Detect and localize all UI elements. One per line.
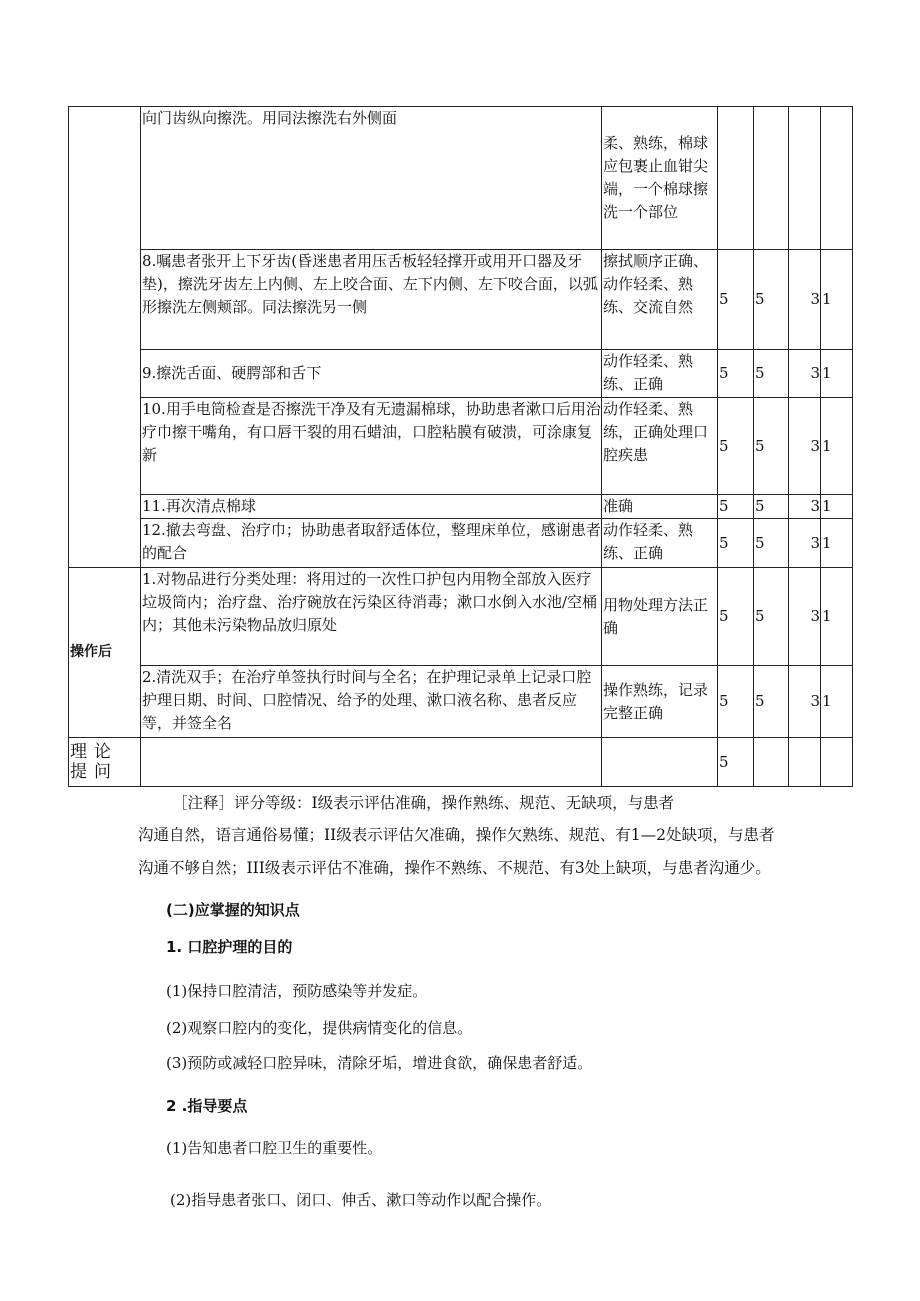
table-row — [69, 666, 853, 738]
score-cell: 1 — [821, 495, 853, 519]
score-cell: 1 — [821, 350, 853, 398]
score-cell: 1 — [821, 250, 853, 350]
score-cell: 3 — [789, 519, 821, 568]
step-cell: 11.再次清点棉球 — [141, 495, 602, 519]
standard-cell — [602, 738, 718, 787]
table-row — [69, 107, 853, 250]
score-cell: 5 — [718, 519, 754, 568]
stage-label-theory-questions: 理论提问 — [69, 738, 141, 787]
list-item: (2)观察口腔内的变化，提供病情变化的信息。 — [166, 1019, 473, 1037]
step-cell: 9.擦洗舌面、硬腭部和舌下 — [141, 350, 602, 398]
standard-cell: 准确 — [602, 495, 718, 519]
table-row — [69, 250, 853, 350]
table-row — [69, 495, 853, 519]
guidance-title: 2 .指导要点 — [166, 1097, 248, 1115]
score-cell: 3 — [789, 666, 821, 738]
score-cell: 3 — [789, 350, 821, 398]
step-cell: 12.撤去弯盘、治疗巾；协助患者取舒适体位，整理床单位，感谢患者的配合 — [141, 519, 602, 568]
score-cell: 5 — [754, 350, 789, 398]
purpose-title: 1. 口腔护理的目的 — [166, 938, 293, 956]
score-cell: 3 — [789, 398, 821, 495]
standard-cell: 柔、熟练，棉球应包裹止血钳尖端，一个棉球擦洗一个部位 — [602, 107, 718, 250]
list-item: (1)告知患者口腔卫生的重要性。 — [166, 1139, 383, 1157]
step-cell — [141, 738, 602, 787]
score-cell: 5 — [718, 350, 754, 398]
standard-cell: 用物处理方法正确 — [602, 568, 718, 666]
note-line-2: 沟通自然，语言通俗易懂；II级表示评估欠准确，操作欠熟练、规范、有1—2处缺项，与患者 — [138, 826, 775, 844]
score-cell: 1 — [821, 568, 853, 666]
score-cell: 5 — [718, 398, 754, 495]
score-cell — [789, 107, 821, 250]
section-heading: (二)应掌握的知识点 — [166, 901, 300, 919]
list-item: (3)预防或减轻口腔异味，清除牙垢，增进食欲，确保患者舒适。 — [166, 1054, 593, 1072]
score-cell: 5 — [754, 568, 789, 666]
table-row — [69, 398, 853, 495]
step-cell: 10.用手电筒检查是否擦洗干净及有无遗漏棉球，协助患者漱口后用治疗巾擦干嘴角，有口唇干裂的用石蜡油，口腔粘膜有破溃，可涂康复新 — [141, 398, 602, 495]
step-cell: 向门齿纵向擦洗。用同法擦洗右外侧面 — [141, 107, 602, 250]
table-row — [69, 519, 853, 568]
score-cell: 5 — [718, 495, 754, 519]
score-cell: 5 — [718, 568, 754, 666]
score-cell — [789, 738, 821, 787]
standard-cell: 擦拭顺序正确、动作轻柔、熟练、交流自然 — [602, 250, 718, 350]
table-row — [69, 350, 853, 398]
score-cell: 1 — [821, 519, 853, 568]
score-cell — [821, 738, 853, 787]
score-cell — [821, 107, 853, 250]
score-cell — [718, 107, 754, 250]
note-line-1: ［注释］评分等级：I级表示评估准确，操作熟练、规范、无缺项，与患者 — [172, 794, 675, 812]
step-cell: 2.清洗双手；在治疗单签执行时间与全名；在护理记录单上记录口腔护理日期、时间、口腔情况、给予的处理、漱口液名称、患者反应等，并签全名 — [141, 666, 602, 738]
stage-cell — [69, 107, 141, 568]
score-cell: 1 — [821, 666, 853, 738]
score-cell: 3 — [789, 568, 821, 666]
standard-cell: 动作轻柔、熟练，正确处理口腔疾患 — [602, 398, 718, 495]
score-cell: 5 — [718, 666, 754, 738]
note-line-3: 沟通不够自然；III级表示评估不准确，操作不熟练、不规范、有3处上缺项，与患者沟通少。 — [138, 859, 771, 877]
score-cell: 5 — [754, 250, 789, 350]
score-cell: 5 — [754, 495, 789, 519]
step-cell: 8.嘱患者张开上下牙齿(昏迷患者用压舌板轻轻撑开或用开口器及牙垫)，擦洗牙齿左上内侧、左上咬合面、左下内侧、左下咬合面，以弧形擦洗左侧颊部。同法擦洗另一侧 — [141, 250, 602, 350]
scoring-table — [68, 106, 853, 787]
score-cell: 5 — [754, 398, 789, 495]
standard-cell: 动作轻柔、熟练、正确 — [602, 519, 718, 568]
standard-cell: 动作轻柔、熟练、正确 — [602, 350, 718, 398]
list-item: (1)保持口腔清洁，预防感染等并发症。 — [166, 982, 428, 1000]
score-cell — [754, 738, 789, 787]
standard-cell: 操作熟练，记录完整正确 — [602, 666, 718, 738]
score-cell — [754, 107, 789, 250]
list-item: (2)指导患者张口、闭口、伸舌、漱口等动作以配合操作。 — [170, 1191, 552, 1209]
score-cell: 5 — [718, 738, 754, 787]
stage-label-after-operation: 操作后 — [69, 568, 141, 738]
table-row — [69, 738, 853, 787]
score-cell: 3 — [789, 495, 821, 519]
score-cell: 3 — [789, 250, 821, 350]
step-cell: 1.对物品进行分类处理：将用过的一次性口护包内用物全部放入医疗垃圾筒内；治疗盘、治疗碗放在污染区待消毒；漱口水倒入水池/空桶内；其他未污染物品放归原处 — [141, 568, 602, 666]
score-cell: 5 — [754, 519, 789, 568]
score-cell: 5 — [754, 666, 789, 738]
score-cell: 1 — [821, 398, 853, 495]
score-cell: 5 — [718, 250, 754, 350]
table-row — [69, 568, 853, 666]
